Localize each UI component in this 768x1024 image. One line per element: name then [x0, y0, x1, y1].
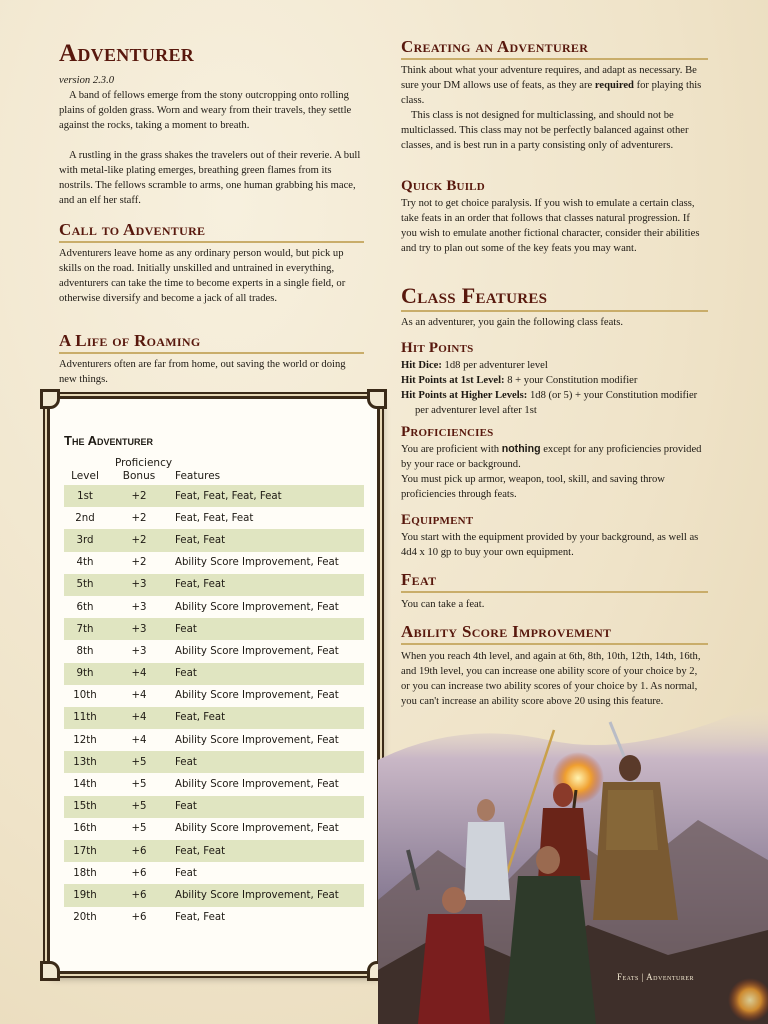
cell-level: 9th — [76, 668, 94, 680]
cell-features: Feat — [175, 801, 197, 813]
hit-points-heading: Hit Points — [401, 340, 474, 356]
cell-level: 3rd — [76, 534, 94, 546]
table-row — [64, 618, 364, 640]
call-to-adventure-text: Adventurers leave home as any ordinary person would, but pick up skills on the road. Initially unskilled and untrained in everything, adventurers can take the time to become experts in a single field, or otherwise diversify and become a jack of all trades. — [59, 248, 346, 304]
cell-features: Ability Score Improvement, Feat — [175, 645, 339, 657]
creating-text-a: Think about what your adventure requires, and adapt as necessary. Be sure your DM allows use of feats, as they are — [401, 65, 697, 91]
version-label: version 2.3.0 — [59, 75, 115, 86]
cell-features: Feat, Feat, Feat — [175, 512, 254, 524]
cell-level: 2nd — [75, 512, 95, 524]
life-of-roaming-heading: A Life of Roaming — [59, 331, 364, 354]
cell-proficiency-bonus: +6 — [131, 889, 147, 901]
cell-proficiency-bonus: +4 — [131, 668, 147, 680]
cell-level: 10th — [73, 690, 97, 702]
cell-features: Feat — [175, 867, 197, 879]
table-row — [64, 640, 364, 662]
class-features-text: As an adventurer, you gain the following class feats. — [401, 317, 623, 328]
cell-features: Ability Score Improvement, Feat — [175, 601, 339, 613]
frame-corner-ornament — [367, 389, 387, 409]
cell-level: 5th — [76, 579, 94, 591]
creating-paragraph-2: This class is not designed for multiclassing, and should not be multiclassed. This class may not be perfectly balanced against other classes, and is best run in a party consisting only of adventurers. — [401, 110, 689, 151]
proficiencies-text-c: except for any proficiencies provided by your race or background. — [401, 444, 702, 470]
proficiencies-paragraph-2: You must pick up armor, weapon, tool, skill, and saving throw proficiencies through feats. — [401, 474, 665, 500]
equipment-text: You start with the equipment provided by your background, as well as 4d4 x 10 gp to buy your own equipment. — [401, 532, 699, 558]
table-row — [64, 862, 364, 884]
cell-proficiency-bonus: +4 — [131, 690, 147, 702]
cell-level: 16th — [73, 823, 97, 835]
cell-level: 8th — [76, 645, 94, 657]
illustration-svg — [378, 700, 768, 1024]
quick-build-heading: Quick Build — [401, 178, 485, 194]
cell-features: Ability Score Improvement, Feat — [175, 779, 339, 791]
adventuring-party-illustration — [378, 700, 768, 1024]
cell-features: Feat, Feat — [175, 534, 226, 546]
cell-proficiency-bonus: +5 — [131, 756, 147, 768]
cell-features: Feat — [175, 623, 197, 635]
cell-proficiency-bonus: +3 — [131, 579, 147, 591]
cell-level: 20th — [73, 912, 97, 924]
cell-features: Feat, Feat — [175, 912, 226, 924]
intro-paragraph-2: A rustling in the grass shakes the travelers out of their reverie. A bull with metal-like plating emerges, breathing green flames from its nostrils. The fellows scramble to arms, one human grabbing his mace, and an elf her staff. — [59, 150, 361, 206]
cell-proficiency-bonus: +2 — [131, 534, 147, 546]
cell-features: Ability Score Improvement, Feat — [175, 557, 339, 569]
proficiencies-heading: Proficiencies — [401, 424, 494, 440]
page-title: Adventurer — [59, 40, 195, 67]
feat-text: You can take a feat. — [401, 599, 485, 610]
cell-level: 13th — [73, 756, 97, 768]
cell-features: Ability Score Improvement, Feat — [175, 734, 339, 746]
page-footer: Feats | Adventurer — [617, 972, 694, 982]
table-row — [64, 574, 364, 596]
ability-score-improvement-text: When you reach 4th level, and again at 6th, 8th, 10th, 12th, 14th, 16th, and 19th level, you can increase one ability score of your choice by 2, or you can increase two ability scores of your choice by 1. As normal, you can't increase an ability score above 20 using this feature. — [401, 651, 701, 707]
table-title: The Adventurer — [64, 433, 153, 448]
cell-proficiency-bonus: +5 — [131, 779, 147, 791]
cell-proficiency-bonus: +2 — [131, 490, 147, 502]
hp-first-level-label: Hit Points at 1st Level: — [401, 375, 505, 386]
table-row — [64, 884, 364, 906]
table-row — [64, 840, 364, 862]
header-level: Level — [71, 470, 99, 482]
cell-features: Ability Score Improvement, Feat — [175, 889, 339, 901]
table-row — [64, 485, 364, 507]
cell-level: 18th — [73, 867, 97, 879]
cell-proficiency-bonus: +4 — [131, 734, 147, 746]
header-proficiency-bonus — [106, 457, 172, 485]
cell-proficiency-bonus: +5 — [131, 801, 147, 813]
equipment-heading: Equipment — [401, 512, 474, 528]
cell-features: Feat, Feat — [175, 712, 226, 724]
hp-first-level-value: 8 + your Constitution modifier — [504, 375, 638, 386]
cell-features: Ability Score Improvement, Feat — [175, 690, 339, 702]
class-features-heading: Class Features — [401, 283, 708, 312]
cell-proficiency-bonus: +6 — [131, 912, 147, 924]
cell-proficiency-bonus: +3 — [131, 623, 147, 635]
table-body — [64, 485, 364, 929]
cell-proficiency-bonus: +6 — [131, 845, 147, 857]
feat-heading: Feat — [401, 570, 708, 593]
cell-proficiency-bonus: +6 — [131, 867, 147, 879]
cell-level: 17th — [73, 845, 97, 857]
cell-level: 1st — [77, 490, 93, 502]
hp-higher-levels-label: Hit Points at Higher Levels: — [401, 390, 528, 401]
call-to-adventure-heading: Call to Adventure — [59, 220, 364, 243]
cell-level: 19th — [73, 889, 97, 901]
proficiencies-paragraph-1 — [401, 442, 708, 472]
cell-proficiency-bonus: +2 — [131, 512, 147, 524]
intro-paragraph-1: A band of fellows emerge from the stony outcropping onto rolling plains of golden grass. Worn and weary from their travels, they settle against the rocks, taking a moment to breath. — [59, 90, 352, 131]
hp-higher-levels-value: 1d8 (or 5) + your Constitution modifier per adventurer level after 1st — [415, 390, 698, 416]
quick-build-text: Try not to get choice paralysis. If you wish to emulate a certain class, take feats in an order that follows that classes natural progression. If you wish to emulate another fictional character, consider their abilities and try to plan out some of the key feats you may want. — [401, 198, 700, 254]
creating-adventurer-heading: Creating an Adventurer — [401, 37, 708, 60]
frame-corner-ornament — [40, 389, 60, 409]
table-row — [64, 552, 364, 574]
cell-level: 6th — [76, 601, 94, 613]
creating-paragraph-1 — [401, 63, 708, 108]
table-header-row — [64, 457, 364, 485]
header-proficiency-bonus-label: Proficiency Bonus — [115, 457, 173, 482]
cell-level: 11th — [73, 712, 97, 724]
hit-dice-label: Hit Dice: — [401, 360, 442, 371]
table-row — [64, 529, 364, 551]
life-of-roaming-text: Adventurers often are far from home, out saving the world or doing new things. — [59, 359, 346, 385]
cell-level: 15th — [73, 801, 97, 813]
table-row — [64, 818, 364, 840]
cell-level: 12th — [73, 734, 97, 746]
table-row — [64, 507, 364, 529]
table-row — [64, 685, 364, 707]
header-features: Features — [175, 470, 221, 482]
cell-proficiency-bonus: +5 — [131, 823, 147, 835]
hp-higher-levels-line — [401, 388, 708, 418]
hit-dice-value: 1d8 per adventurer level — [441, 360, 548, 371]
cell-features: Feat, Feat, Feat, Feat — [175, 490, 282, 502]
cell-proficiency-bonus: +2 — [131, 557, 147, 569]
cell-proficiency-bonus: +4 — [131, 712, 147, 724]
cell-proficiency-bonus: +3 — [131, 601, 147, 613]
cell-level: 4th — [76, 557, 94, 569]
table-row — [64, 729, 364, 751]
level-progression-table — [64, 457, 364, 929]
creating-text-c: for playing this class. — [401, 80, 702, 106]
cell-level: 14th — [73, 779, 97, 791]
cell-features: Feat, Feat — [175, 845, 226, 857]
table-row — [64, 663, 364, 685]
table-row — [64, 773, 364, 795]
table-row — [64, 707, 364, 729]
table-row — [64, 907, 364, 929]
nothing-emphasis: nothing — [501, 443, 541, 455]
table-row — [64, 751, 364, 773]
ability-score-improvement-heading: Ability Score Improvement — [401, 622, 708, 645]
cell-features: Ability Score Improvement, Feat — [175, 823, 339, 835]
cell-features: Feat — [175, 668, 197, 680]
cell-level: 7th — [76, 623, 94, 635]
cell-features: Feat — [175, 756, 197, 768]
hp-first-level-line — [401, 373, 708, 388]
cell-features: Feat, Feat — [175, 579, 226, 591]
cell-proficiency-bonus: +3 — [131, 645, 147, 657]
required-emphasis: required — [594, 80, 634, 91]
hit-dice-line — [401, 358, 708, 373]
table-row — [64, 596, 364, 618]
proficiencies-text-a: You are proficient with — [401, 444, 502, 455]
adventurer-table-frame — [47, 396, 380, 974]
table-row — [64, 796, 364, 818]
frame-corner-ornament — [40, 961, 60, 981]
